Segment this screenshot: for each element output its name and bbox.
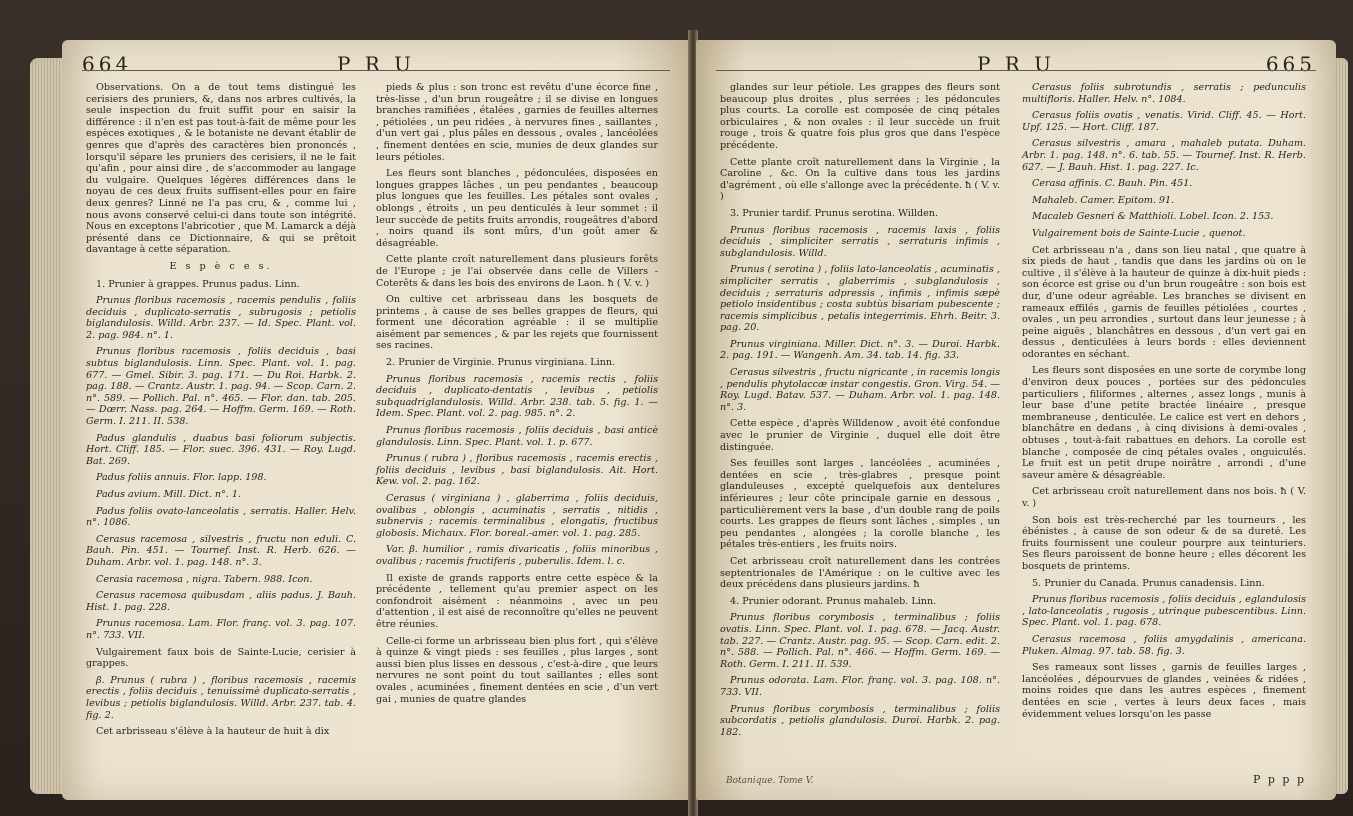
- paragraph: Ses feuilles sont larges , lancéolées , acuminées , dentées en scie , très-glabres , presque point glanduleuses , excepté quelquefois aux dentelures inférieures ; leur côte principale garnie en dessous , particulièrement vers la base , d'un double rang de poils courts. Les grappes de fleurs sont lâches , simples , un peu pendantes , alongées ; la corolle blanche , les pétales très-entiers , les fruits noirs.: [720, 458, 1000, 551]
- synonym: Prunus floribus racemosis , racemis rectis , foliis deciduis , duplicato-dentatis , levibus , petiolis subquadriglandulosis. Willd. Arbr. 238. tab. 5. fig. 1. — Idem. Spec. Plant. vol. 2. pag. 985. n°. 2.: [376, 373, 658, 420]
- header-rule: [82, 70, 670, 71]
- synonym: Prunus floribus racemosis , foliis deciduis , basi subtus biglandulosis. Linn. Spec. Plant. vol. 1. pag. 677. — Gmel. Sibir. 3. pag. 171. — Du Roi. Harbk. 2. pag. 188. — Crantz. Austr. 1. pag. 94. — Scop. Carn. 2. n°. 589. — Pollich. Pal. n°. 465. — Flor. dan. tab. 205. — Dœrr. Nass. pag. 264. — Hoffm. Germ. 169. — Roth. Germ. I. 211. II. 538.: [86, 346, 356, 428]
- synonym: Cerasia racemosa , nigra. Tabern. 988. Icon.: [96, 573, 313, 585]
- section-heading: E s p è c e s.: [169, 260, 273, 272]
- synonym: Cerasus racemosa quibusdam , aliis padus. J. Bauh. Hist. 1. pag. 228.: [86, 590, 356, 613]
- synonym: Var. β. humilior , ramis divaricatis , foliis minoribus , ovalibus ; racemis fructiferis , puberulis. Idem. l. c.: [376, 544, 658, 567]
- paragraph: Son bois est très-recherché par les tourneurs , les ébénistes , à cause de son odeur & de sa dureté. Les fruits fournissent une couleur pourpre aux teinturiers. Ses fleurs paroissent de bonne heure ; elles décorent les bosquets de printems.: [1022, 514, 1306, 572]
- page-edges-left: [30, 58, 64, 794]
- synonym: β. Prunus ( rubra ) , floribus racemosis , racemis erectis , foliis deciduis , tenuissimè duplicato-serratis , levibus ; petiolis biglandulosis. Willd. Arbr. 237. tab. 4. fig. 2.: [86, 674, 356, 721]
- species-heading: 1. Prunier à grappes. Prunus padus. Linn.: [96, 278, 300, 290]
- running-head: P R U: [976, 52, 1056, 76]
- species-heading: 5. Prunier du Canada. Prunus canadensis. Linn.: [1032, 577, 1265, 589]
- right-column-1: [720, 82, 1000, 743]
- paragraph: On cultive cet arbrisseau dans les bosquets de printems , à cause de ses belles grappes de fleurs, qui forment une décoration agréable : il se multiplie aisément par semences , & par les rejets que fournissent ses racines.: [376, 294, 658, 352]
- synonym: Prunus floribus racemosis , foliis deciduis , basi anticè glandulosis. Linn. Spec. Plant. vol. 1. p. 677.: [376, 425, 658, 448]
- synonym: Vulgairement bois de Sainte-Lucie , quenot.: [1032, 227, 1246, 239]
- page-number: 664: [82, 52, 133, 76]
- signature-mark: P p p p: [1252, 773, 1306, 786]
- synonym: Cerasus ( virginiana ) , glaberrima , foliis deciduis, ovalibus , oblongis , acuminatis , serratis , nitidis , subnervis ; racemis terminalibus , elongatis, fructibus globosis. Michaux. Flor. boreal.-amer. vol. 1. pag. 285.: [376, 493, 658, 539]
- synonym: Cerasus silvestris , amara , mahaleb putata. Duham. Arbr. 1. pag. 148. n°. 6. tab. 55. — Tournef. Inst. R. Herb. 627. — J. Bauh. Hist. 1. pag. 227. Ic.: [1022, 138, 1306, 173]
- species-heading: 2. Prunier de Virginie. Prunus virginiana. Linn.: [386, 357, 616, 369]
- synonym: Prunus odorata. Lam. Flor. franç. vol. 3. pag. 108. n°. 733. VII.: [720, 675, 1000, 698]
- left-header: [82, 52, 670, 78]
- volume-footer: Botanique. Tome V.: [726, 776, 814, 786]
- paragraph: pieds & plus : son tronc est revêtu d'une écorce fine , très-lisse , d'un brun rougeâtre ; il se divise en longues branches ramifiées , étalées , garnies de feuilles alternes , pétiolées , un peu ridées , à nervures fines , saillantes , d'un vert gai , plus pâles en dessous , ovales , lancéolées , finement dentées en scie, munies de deux glandes sur leurs pétioles.: [376, 82, 658, 163]
- synonym: Padus foliis ovato-lanceolatis , serratis. Haller. Helv. n°. 1086.: [86, 505, 356, 529]
- synonym: Prunus floribus corymbosis , terminalibus ; foliis ovatis. Linn. Spec. Plant. vol. 1. pag. 678. — Jacq. Austr. tab. 227. — Crantz. Austr. pag. 95. — Scop. Carn. edit. 2. n°. 588. — Pollich. Pal. n°. 466. — Hoffm. Germ. 169. — Roth. Germ. I. 211. II. 539.: [720, 612, 1000, 670]
- paragraph: Les fleurs sont blanches , pédonculées, disposées en longues grappes lâches , un peu pendantes , beaucoup plus longues que les feuilles. Les pétales sont ovales , oblongs , étroits , un peu denticulés à leur sommet : il leur succède de petits fruits arrondis, rougeâtres d'abord , noirs quand ils sont mûrs, d'un goût amer & désagréable.: [376, 168, 658, 249]
- synonym: Prunus floribus racemosis , foliis deciduis , eglandulosis , lato-lanceolatis , rugosis , utrinque pubescentibus. Linn. Spec. Plant. vol. 1. pag. 678.: [1022, 594, 1306, 629]
- left-column-1: [86, 82, 356, 743]
- paragraph: glandes sur leur pétiole. Les grappes des fleurs sont beaucoup plus droites , plus serrées ; les pédoncules plus courts. La corolle est composée de cinq pétales orbiculaires , & non ovales : il leur succède un fruit rouge , trois & quatre fois plus gros que dans l'espèce précédente.: [720, 82, 1000, 151]
- synonym: Cerasus silvestris , fructu nigricante , in racemis longis , pendulis phytolaccæ instar congestis. Gron. Virg. 54. — Roy. Lugd. Batav. 537. — Duham. Arbr. vol. 1. pag. 148. n°. 3.: [720, 367, 1000, 413]
- synonym: Prunus ( rubra ) , floribus racemosis , racemis erectis , foliis deciduis , levibus , basi biglandulosis. Ait. Hort. Kew. vol. 2. pag. 162.: [376, 453, 658, 488]
- paragraph: Cet arbrisseau croît naturellement dans les contrées septentrionales de l'Amérique : on le cultive avec les deux précédens dans plusieurs jardins. ħ: [720, 555, 1000, 591]
- paragraph: Cet arbrisseau s'élève à la hauteur de huit à dix: [96, 726, 330, 738]
- page-edges-right: [1334, 58, 1348, 794]
- synonym: Prunus floribus racemosis , racemis laxis , foliis deciduis , simpliciter serratis , serraturis infimis , subglandulosis. Willd.: [720, 224, 1000, 259]
- paragraph: Il existe de grands rapports entre cette espèce & la précédente , tellement qu'au premier aspect on les confondroit aisément : néanmoins , avec un peu d'attention , il est aisé de reconnoître qu'elles ne peuvent être réunies.: [376, 572, 658, 630]
- paragraph: Cet arbrisseau n'a , dans son lieu natal , que quatre à six pieds de haut , tandis que dans les jardins où on le cultive , il s'élève à la hauteur de quinze à dix-huit pieds : son écorce est grise ou d'un brun rougeâtre : son bois est dur, d'une odeur agréable. Les branches se divisent en rameaux effilés , garnis de feuilles pétiolées , courtes , ovales , un peu arrondies , surtout dans leur jeunesse ; à peine aiguës , blanchâtres en dessous , d'un vert gai en dessus , denticulées à leurs bords : elles deviennent odorantes en séchant.: [1022, 244, 1306, 360]
- paragraph: Vulgairement faux bois de Sainte-Lucie, cerisier à grappes.: [86, 646, 356, 670]
- synonym: Padus foliis annuis. Flor. lapp. 198.: [96, 472, 267, 484]
- left-column-2: [376, 82, 658, 710]
- left-page: [62, 40, 690, 800]
- paragraph: Cette espèce , d'après Willdenow , avoit été confondue avec le prunier de Virginie , duquel elle doit être distinguée.: [720, 418, 1000, 453]
- right-page: [696, 40, 1336, 800]
- species-heading: 3. Prunier tardif. Prunus serotina. Willden.: [730, 207, 939, 219]
- synonym: Prunus racemosa. Lam. Flor. franç. vol. 3. pag. 107. n°. 733. VII.: [86, 618, 356, 641]
- synonym: Cerasus racemosa , silvestris , fructu non eduli. C. Bauh. Pin. 451. — Tournef. Inst. R. Herb. 626. — Duham. Arbr. vol. 1. pag. 148. n°. 3.: [86, 533, 356, 568]
- running-head: P R U: [336, 52, 416, 76]
- header-rule: [716, 70, 1316, 71]
- synonym: Prunus ( serotina ) , foliis lato-lanceolatis , acuminatis , simpliciter serratis , glaberrimis , subglandulosis , deciduis ; serraturis adpressis , infimis , infimis sæpè petiolo insidentibus ; costa subtùs bisariam pubescente ; racemis simplicibus , petalis integerrimis. Ehrh. Beitr. 3. pag. 20.: [720, 264, 1000, 334]
- synonym: Padus avium. Mill. Dict. n°. 1.: [96, 489, 242, 500]
- synonym: Cerasus racemosa , foliis amygdalinis , americana. Pluken. Almag. 97. tab. 58. fig. 3.: [1022, 633, 1306, 657]
- synonym: Macaleb Gesneri & Matthioli. Lobel. Icon. 2. 153.: [1032, 211, 1274, 223]
- paragraph: Observations. On a de tout tems distingué les cerisiers des pruniers, &, dans nos arbres cultivés, la seule inspection du fruit suffit pour en saisir la différence : il n'en est pas tout-à-fait de même pour les espèces exotiques , & le botaniste ne devant établir de genres que d'après des caractères bien prononcés , lorsqu'il sépare les pruniers des cerisiers, il ne le fait qu'afin , pour ainsi dire , de s'accommoder au langage du vulgaire. Quelques légères différences dans le noyau de ces deux fruits suffisent-elles pour en faire deux genres? Linné ne l'a pas cru, & , comme lui , nous avons conservé celui-ci dans toute son intégrité. Nous en exceptons l'abricotier , que M. Lamarck a déjà présenté dans ce Dictionnaire, & qui se prêtoit davantage à cette séparation.: [86, 82, 356, 256]
- synonym: Prunus floribus racemosis , racemis pendulis , foliis deciduis , duplicato-serratis , subrugosis ; petiolis biglandulosis. Willd. Arbr. 237. — Id. Spec. Plant. vol. 2. pag. 984. n°. 1.: [86, 295, 356, 341]
- species-heading: 4. Prunier odorant. Prunus mahaleb. Linn.: [730, 595, 937, 607]
- synonym: Cerasus foliis ovatis , venatis. Virid. Cliff. 45. — Hort. Upf. 125. — Hort. Cliff. 187.: [1022, 110, 1306, 133]
- paragraph: Celle-ci forme un arbrisseau bien plus fort , qui s'élève à quinze & vingt pieds : ses feuilles , plus larges , sont aussi bien plus lisses en dessous , c'est-à-dire , que leurs nervures ne sont point du tout saillantes ; elles sont ovales , acuminées , finement dentées en scie , d'un vert gai , munies de quatre glandes: [376, 635, 658, 705]
- synonym: Mahaleb. Camer. Epitom. 91.: [1032, 194, 1175, 206]
- synonym: Padus glandulis , duabus basi foliorum subjectis. Hort. Cliff. 185. — Flor. suec. 396. 431. — Roy. Lugd. Bat. 269.: [86, 432, 356, 467]
- paragraph: Ses rameaux sont lisses , garnis de feuilles larges , lancéolées , dépourvues de glandes , veinées & ridées , moins roides que dans les autres espèces , finement dentées en scie , vertes à leurs deux faces , mais évidemment velues lorsqu'on les passe: [1022, 662, 1306, 720]
- right-header: [716, 52, 1316, 78]
- paragraph: Cet arbrisseau croît naturellement dans nos bois. ħ ( V. v. ): [1022, 486, 1306, 509]
- paragraph: Cette plante croît naturellement dans la Virginie , la Caroline , &c. On la cultive dans tous les jardins d'agrément , où elle s'allonge avec la précédente. ħ ( V. v. ): [720, 156, 1000, 203]
- right-column-2: [1022, 82, 1306, 725]
- paragraph: Les fleurs sont disposées en une sorte de corymbe long d'environ deux pouces , portées sur des pédoncules particuliers , filiformes , alternes , assez longs , munis à leur base d'une petite bractée linéaire , presque membraneuse , denticulée. Le calice est vert en dehors , blanchâtre en dedans , à cinq divisions à demi-ovales , obtuses , tout-à-fait rabattues en dehors. La corolle est blanche , composée de cinq pétales ovales , onguiculés. Le fruit est un petit drupe noirâtre , arrondi , d'une saveur amère & désagréable.: [1022, 365, 1306, 481]
- paragraph: Cette plante croît naturellement dans plusieurs forêts de l'Europe ; je l'ai observée dans celle de Villers - Coterêts & dans les bois des environs de Laon. ħ ( V. v. ): [376, 254, 658, 289]
- synonym: Prunus virginiana. Miller. Dict. n°. 3. — Duroi. Harbk. 2. pag. 191. — Wangenh. Am. 34. tab. 14. fig. 33.: [720, 338, 1000, 362]
- synonym: Cerasa affinis. C. Bauh. Pin. 451.: [1032, 178, 1193, 190]
- synonym: Cerasus foliis subrotundis , serratis ; pedunculis multifloris. Haller. Helv. n°. 1084.: [1022, 82, 1306, 105]
- page-number: 665: [1265, 52, 1316, 76]
- synonym: Prunus floribus corymbosis , terminalibus ; foliis subcordatis , petiolis glandulosis. Duroi. Harbk. 2. pag. 182.: [720, 703, 1000, 738]
